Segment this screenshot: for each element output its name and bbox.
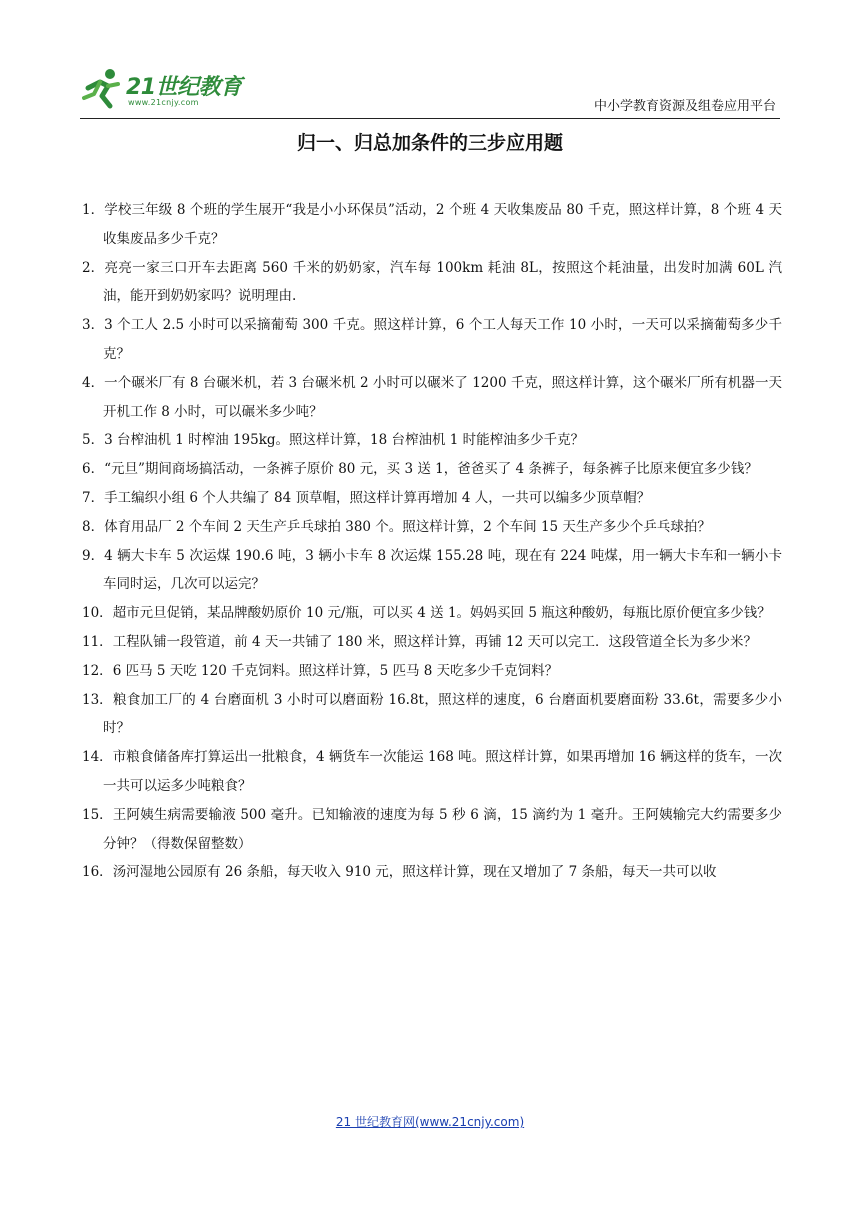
question-text: 超市元旦促销，某品牌酸奶原价 10 元/瓶，可以买 4 送 1。妈妈买回 5 瓶这种酸奶，每瓶比原价便宜多少钱？ xyxy=(112,605,771,622)
question-list xyxy=(82,196,782,887)
question-item xyxy=(82,513,782,542)
question-item xyxy=(82,628,782,657)
question-text: 汤河湿地公园原有 26 条船，每天收入 910 元，照这样计算，现在又增加了 7 条船，每天一共可以收 xyxy=(112,864,717,881)
question-number: 2． xyxy=(82,259,105,276)
question-item xyxy=(82,801,782,859)
question-number: 5． xyxy=(82,432,105,449)
question-number: 4． xyxy=(82,374,105,391)
question-item xyxy=(82,311,782,369)
question-item xyxy=(82,369,782,427)
runner-logo-icon xyxy=(80,66,126,110)
question-text: 王阿姨生病需要输液 500 毫升。已知输液的速度为每 5 秒 6 滴，15 滴约为 1 毫升。王阿姨输完大约需要多少分钟？（得数保留整数） xyxy=(103,806,782,852)
question-item xyxy=(82,743,782,801)
question-number: 7． xyxy=(82,489,105,506)
question-number: 12． xyxy=(82,662,113,679)
question-text: 6 匹马 5 天吃 120 千克饲料。照这样计算，5 匹马 8 天吃多少千克饲料？ xyxy=(112,662,559,679)
question-text: 4 辆大卡车 5 次运煤 190.6 吨，3 辆小卡车 8 次运煤 155.28 吨，现在有 224 吨煤，用一辆大卡车和一辆小卡车同时运，几次可以运完？ xyxy=(103,547,782,593)
logo-url: www.21cnjy.com xyxy=(128,98,199,107)
question-number: 14． xyxy=(82,749,113,766)
question-item xyxy=(82,858,782,887)
question-text: 市粮食储备库打算运出一批粮食，4 辆货车一次能运 168 吨。照这样计算，如果再增加 16 辆这样的货车，一次一共可以运多少吨粮食？ xyxy=(103,749,782,794)
question-number: 15． xyxy=(82,806,113,823)
question-text: 手工编织小组 6 个人共编了 84 顶草帽，照这样计算再增加 4 人，一共可以编多少顶草帽？ xyxy=(104,489,651,506)
question-item xyxy=(82,599,782,628)
question-text: 亮亮一家三口开车去距离 560 千米的奶奶家，汽车每 100km 耗油 8L，按照这个耗油量，出发时加满 60L 汽油，能开到奶奶家吗？说明理由. xyxy=(103,259,782,305)
question-item xyxy=(82,484,782,513)
question-item xyxy=(82,196,782,254)
question-item xyxy=(82,542,782,600)
question-number: 8． xyxy=(82,518,105,535)
question-item xyxy=(82,254,782,312)
question-text: 3 个工人 2.5 小时可以采摘葡萄 300 千克。照这样计算，6 个工人每天工作 10 小时，一天可以采摘葡萄多少千克？ xyxy=(103,317,782,362)
question-number: 16． xyxy=(82,864,113,881)
page-header xyxy=(80,62,780,119)
question-text: 学校三年级 8 个班的学生展开“我是小小环保员”活动，2 个班 4 天收集废品 80 千克，照这样计算，8 个班 4 天收集废品多少千克？ xyxy=(103,202,782,247)
question-item xyxy=(82,657,782,686)
logo xyxy=(80,66,280,112)
question-item xyxy=(82,686,782,744)
question-number: 11． xyxy=(82,633,113,650)
question-text: 3 台榨油机 1 时榨油 195kg。照这样计算，18 台榨油机 1 时能榨油多少千克？ xyxy=(104,432,585,449)
logo-text: 21世纪教育 xyxy=(126,75,242,100)
page-title: 归一、归总加条件的三步应用题 xyxy=(296,132,563,154)
question-number: 3． xyxy=(82,317,105,334)
question-text: “元旦”期间商场搞活动，一条裤子原价 80 元，买 3 送 1，爸爸买了 4 条裤子，每条裤子比原来便宜多少钱？ xyxy=(104,461,758,478)
question-text: 粮食加工厂的 4 台磨面机 3 小时可以磨面粉 16.8t，照这样的速度，6 台磨面机要磨面粉 33.6t，需要多少小时？ xyxy=(103,691,782,737)
question-item xyxy=(82,426,782,455)
question-text: 体育用品厂 2 个车间 2 天生产乒乓球拍 380 个。照这样计算，2 个车间 15 天生产多少个乒乓球拍？ xyxy=(104,518,711,535)
question-text: 工程队铺一段管道，前 4 天一共铺了 180 米，照这样计算，再铺 12 天可以完工．这段管道全长为多少米？ xyxy=(112,633,757,650)
question-number: 1． xyxy=(82,202,105,218)
question-number: 6． xyxy=(82,461,105,478)
question-number: 10． xyxy=(82,605,113,622)
question-number: 13． xyxy=(82,691,113,708)
footer-link[interactable]: 21 世纪教育网(www.21cnjy.com) xyxy=(335,1115,525,1129)
question-text: 一个碾米厂有 8 台碾米机，若 3 台碾米机 2 小时可以碾米了 1200 千克，照这样计算，这个碾米厂所有机器一天开机工作 8 小时，可以碾米多少吨？ xyxy=(103,374,782,420)
question-number: 9． xyxy=(82,547,105,564)
platform-label: 中小学教育资源及组卷应用平台 xyxy=(593,99,776,114)
question-item xyxy=(82,455,782,484)
